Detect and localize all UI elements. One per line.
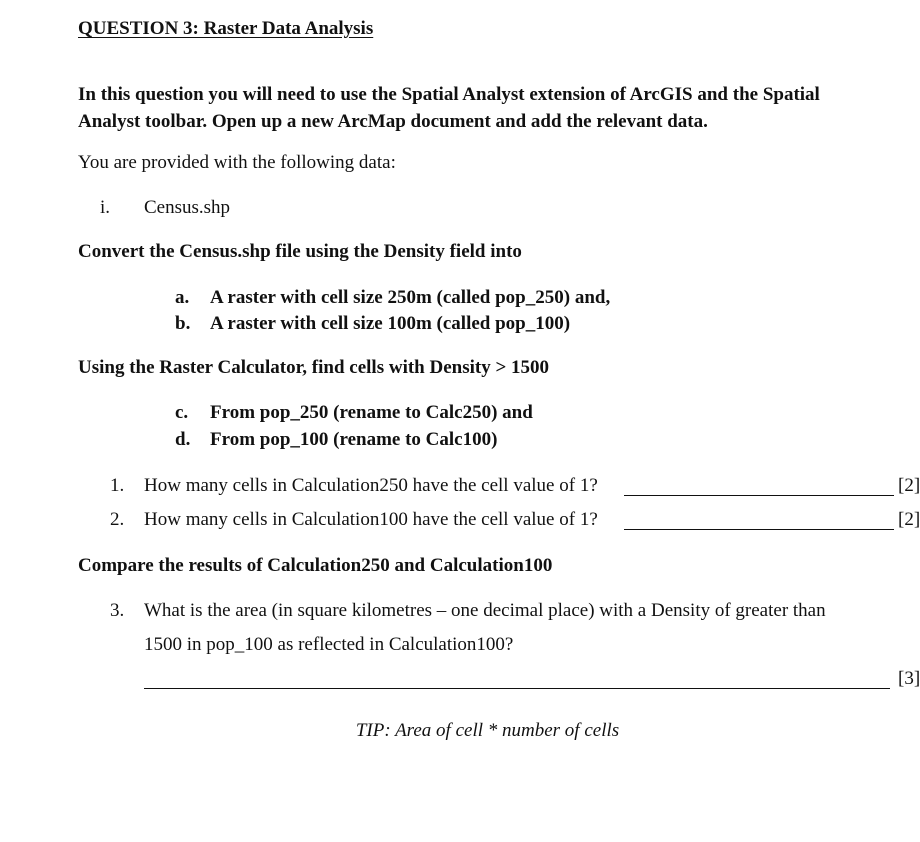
list-item-a: A raster with cell size 250m (called pop_250) and, — [210, 287, 611, 308]
question-title: QUESTION 3: Raster Data Analysis — [78, 18, 374, 39]
question-3-answer-line[interactable] — [144, 672, 890, 689]
list-marker-c: c. — [175, 402, 189, 423]
compare-heading: Compare the results of Calculation250 and Calculation100 — [78, 555, 553, 576]
data-item-text: Census.shp — [144, 197, 231, 218]
calc-heading: Using the Raster Calculator, find cells with Density > 1500 — [78, 357, 550, 378]
question-2-text: How many cells in Calculation100 have the cell value of 1? — [144, 509, 598, 530]
question-1-answer-line[interactable] — [624, 479, 894, 496]
intro-paragraph: In this question you will need to use the Spatial Analyst extension of ArcGIS and the Spatial Analyst toolbar. Open up a new ArcMap document and add the relevant data. — [78, 84, 820, 132]
question-3-line-2: 1500 in pop_100 as reflected in Calculation100? — [144, 634, 514, 655]
list-item-b: A raster with cell size 100m (called pop_100) — [210, 313, 571, 334]
list-item-d: From pop_100 (rename to Calc100) — [210, 429, 498, 450]
convert-heading: Convert the Census.shp file using the Density field into — [78, 241, 522, 262]
question-2-number: 2. — [110, 509, 125, 530]
list-marker-a: a. — [175, 287, 190, 308]
question-1-text: How many cells in Calculation250 have the cell value of 1? — [144, 475, 598, 496]
question-1-marks: [2] — [898, 475, 920, 496]
tip-text: TIP: Area of cell * number of cells — [355, 720, 620, 741]
question-3-number: 3. — [110, 600, 125, 621]
question-3-line-1: What is the area (in square kilometres – one decimal place) with a Density of greater than — [144, 600, 826, 621]
list-item-c: From pop_250 (rename to Calc250) and — [210, 402, 533, 423]
list-marker-b: b. — [175, 313, 191, 334]
question-3-marks: [3] — [898, 668, 920, 689]
data-item-marker: i. — [100, 197, 111, 218]
question-1-number: 1. — [110, 475, 125, 496]
list-marker-d: d. — [175, 429, 191, 450]
question-2-answer-line[interactable] — [624, 513, 894, 530]
provided-label: You are provided with the following data: — [78, 152, 396, 173]
question-2-marks: [2] — [898, 509, 920, 530]
